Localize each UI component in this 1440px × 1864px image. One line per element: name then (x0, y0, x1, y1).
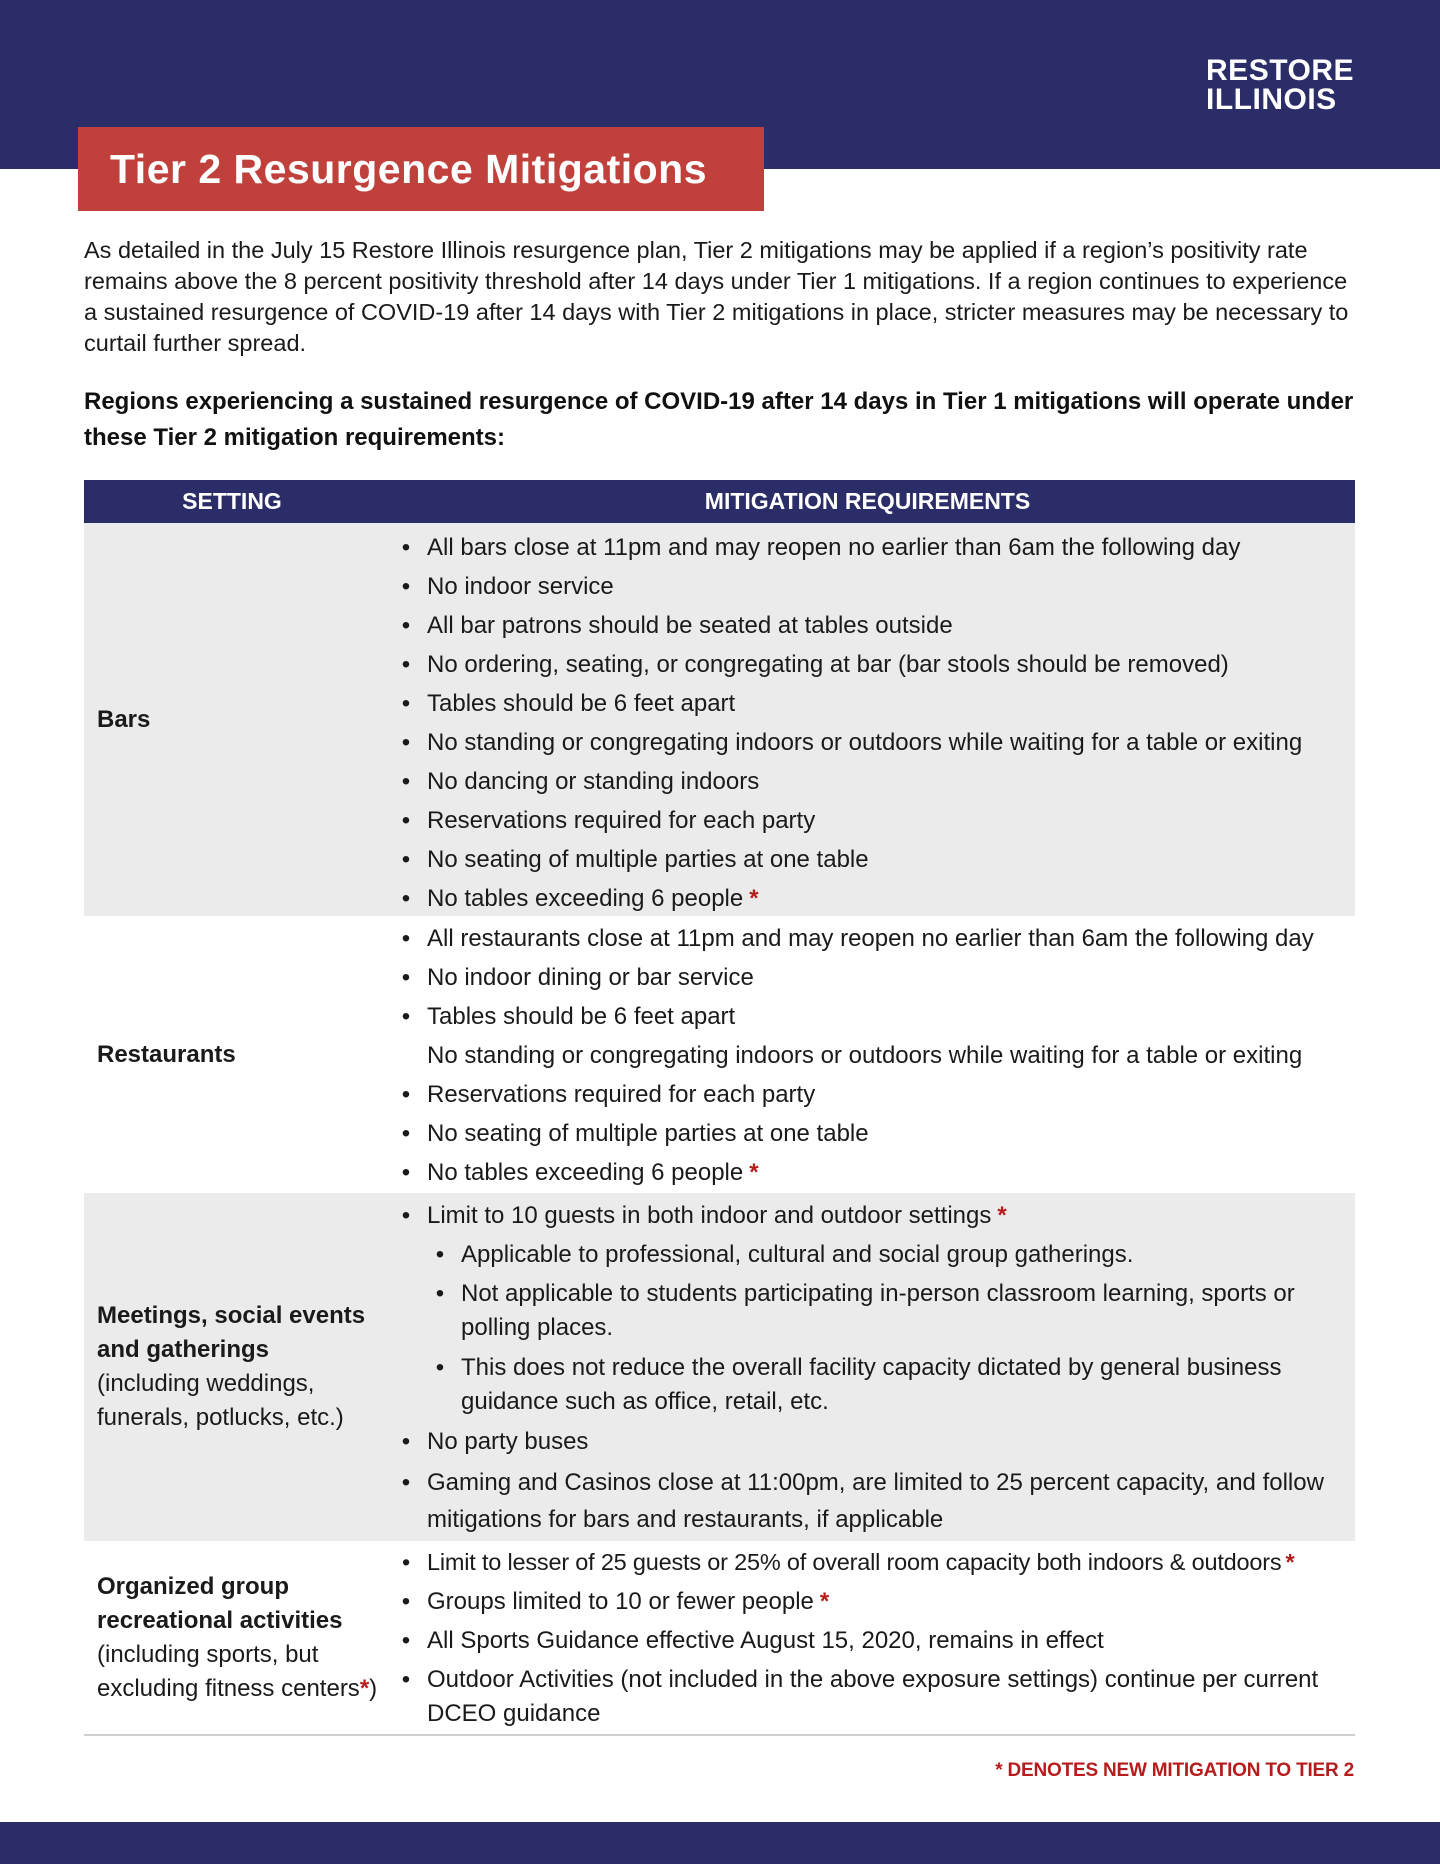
bullet-icon: • (401, 1081, 411, 1108)
sub-list-item (396, 1348, 1355, 1422)
footnote: * DENOTES NEW MITIGATION TO TIER 2 (995, 1760, 1354, 1781)
item-text: Reservations required for each party (427, 807, 816, 834)
setting-cell (84, 916, 396, 1193)
item-text: Groups limited to 10 or fewer people (427, 1588, 814, 1615)
item-text: No indoor dining or bar service (427, 964, 754, 991)
item-text: No standing or congregating indoors or outdoors while waiting for a table or exiting (427, 1042, 1303, 1069)
list-item (396, 723, 1355, 762)
bullet-icon: • (401, 1428, 411, 1455)
setting-note-close: ) (369, 1674, 378, 1702)
bullet-icon: • (435, 1241, 445, 1268)
list-item (396, 1422, 1355, 1461)
list-item (396, 1582, 1355, 1621)
footer-band (0, 1822, 1440, 1864)
bullet-icon: • (401, 885, 411, 912)
bullet-icon: • (401, 964, 411, 991)
intro-paragraph: As detailed in the July 15 Restore Illinois resurgence plan, Tier 2 mitigations may be applied if a region’s positivity rate remains above the 8 percent positivity threshold after 14 days under Tier 1 mitigations. If a region continues to experience a sustained resurgence of COVID-19 after 14 days with Tier 2 mitigations in place, stricter measures may be necessary to curtail further spread. (84, 237, 1349, 356)
item-text: No seating of multiple parties at one table (427, 846, 869, 873)
setting-cell (84, 1541, 396, 1734)
bullet-icon: • (401, 925, 411, 952)
list-item (396, 840, 1355, 879)
list-item (396, 919, 1355, 958)
list-item (396, 1543, 1355, 1582)
table-row-restaurants (84, 916, 1355, 1193)
sub-list-item (396, 1274, 1355, 1348)
item-text: All bars close at 11pm and may reopen no earlier than 6am the following day (427, 534, 1241, 561)
table-row-meetings (84, 1193, 1355, 1541)
sub-list-item (396, 1235, 1355, 1274)
item-text: No tables exceeding 6 people (427, 885, 744, 912)
new-mitigation-asterisk: * (819, 1588, 830, 1615)
requirements-cell (396, 916, 1355, 1193)
table-header (84, 480, 1355, 523)
bullet-icon: • (401, 1469, 411, 1496)
table-row-recreation (84, 1541, 1355, 1734)
item-text: Gaming and Casinos close at 11:00pm, are limited to 25 percent capacity, and follow mitigations for bars and restaurants, if applicable (427, 1469, 1324, 1533)
list-item (396, 645, 1355, 684)
item-text: No dancing or standing indoors (427, 768, 760, 795)
list-item (396, 567, 1355, 606)
item-text: No seating of multiple parties at one table (427, 1120, 869, 1147)
item-text: Applicable to professional, cultural and social group gatherings. (461, 1241, 1134, 1268)
new-mitigation-asterisk: * (749, 1159, 759, 1186)
setting-note (97, 1638, 386, 1706)
bullet-icon: • (401, 1202, 411, 1229)
item-text: Outdoor Activities (not included in the above exposure settings) continue per current DCEO guidance (427, 1666, 1319, 1727)
list-item (396, 1660, 1355, 1734)
bullet-icon: • (401, 690, 411, 717)
item-text: No party buses (427, 1428, 589, 1455)
bullet-icon: • (401, 1003, 411, 1030)
restore-illinois-logo (1206, 56, 1354, 114)
new-mitigation-asterisk: * (749, 885, 759, 912)
header-setting: SETTING (182, 488, 282, 514)
bullet-icon: • (401, 846, 411, 873)
list-item (396, 606, 1355, 645)
bullet-icon: • (401, 1588, 411, 1615)
setting-note-text: (including sports, but excluding fitness centers (97, 1640, 360, 1702)
mitigation-table (84, 480, 1355, 1736)
list-item (396, 1153, 1355, 1192)
list-item (396, 997, 1355, 1036)
list-item (396, 958, 1355, 997)
bullet-icon: • (401, 651, 411, 678)
lead-paragraph: Regions experiencing a sustained resurgence of COVID-19 after 14 days in Tier 1 mitigations will operate under these Tier 2 mitigation requirements: (84, 388, 1354, 451)
bullet-icon: • (401, 573, 411, 600)
logo-line-2: ILLINOIS (1206, 83, 1337, 116)
setting-label: Meetings, social events and gatherings (97, 1302, 366, 1363)
item-text: This does not reduce the overall facility capacity dictated by general business guidance such as office, retail, etc. (461, 1354, 1282, 1415)
requirements-cell (396, 523, 1355, 916)
requirements-cell (396, 1541, 1355, 1734)
bullet-icon: • (401, 612, 411, 639)
bullet-icon: • (401, 1627, 411, 1654)
item-text: No indoor service (427, 573, 614, 600)
bullet-icon: • (401, 768, 411, 795)
list-item (396, 1621, 1355, 1660)
item-text: All bar patrons should be seated at tables outside (427, 612, 953, 639)
list-item (396, 1196, 1355, 1235)
list-item (396, 684, 1355, 723)
list-item (396, 1114, 1355, 1153)
list-item (396, 762, 1355, 801)
setting-note: (including weddings, funerals, potlucks, etc.) (97, 1370, 344, 1431)
bullet-icon: • (435, 1354, 445, 1381)
requirements-cell (396, 1193, 1355, 1541)
item-text: No standing or congregating indoors or outdoors while waiting for a table or exiting (427, 729, 1303, 756)
table-bottom-rule (84, 1734, 1355, 1736)
bullet-icon: • (401, 1549, 411, 1575)
item-text: Reservations required for each party (427, 1081, 816, 1108)
list-item (396, 1075, 1355, 1114)
setting-label: Organized group recreational activities (97, 1572, 343, 1634)
list-item (396, 1036, 1355, 1075)
list-item (396, 801, 1355, 840)
item-text: Tables should be 6 feet apart (427, 1003, 736, 1030)
bullet-icon: • (401, 1666, 411, 1693)
item-text: All Sports Guidance effective August 15, 2020, remains in effect (427, 1627, 1104, 1654)
bullet-icon: • (401, 1120, 411, 1147)
item-text: All restaurants close at 11pm and may reopen no earlier than 6am the following day (427, 925, 1314, 952)
list-item (396, 528, 1355, 567)
bullet-icon: • (401, 534, 411, 561)
setting-label: Bars (97, 705, 151, 733)
logo-line-1: RESTORE (1206, 54, 1354, 87)
bullet-icon: • (401, 807, 411, 834)
setting-cell (84, 1193, 396, 1541)
item-text: No ordering, seating, or congregating at bar (bar stools should be removed) (427, 651, 1229, 678)
list-item (396, 1461, 1355, 1541)
setting-label: Restaurants (97, 1040, 236, 1068)
bullet-icon: • (435, 1280, 445, 1307)
page-title: Tier 2 Resurgence Mitigations (110, 145, 708, 192)
item-text: Limit to 10 guests in both indoor and outdoor settings (427, 1202, 992, 1229)
item-text: Tables should be 6 feet apart (427, 690, 736, 717)
title-banner (78, 127, 764, 211)
setting-cell (84, 523, 396, 916)
table-row-bars (84, 523, 1355, 916)
item-text: Not applicable to students participating in-person classroom learning, sports or polling places. (461, 1280, 1295, 1341)
header-requirements: MITIGATION REQUIREMENTS (704, 488, 1031, 514)
bullet-icon: • (401, 1159, 411, 1186)
new-mitigation-asterisk: * (1285, 1549, 1295, 1575)
list-item (396, 879, 1355, 918)
item-text: No tables exceeding 6 people (427, 1159, 744, 1186)
new-mitigation-asterisk: * (997, 1202, 1007, 1229)
bullet-icon: • (401, 729, 411, 756)
item-text: Limit to lesser of 25 guests or 25% of overall room capacity both indoors & outdoors (427, 1549, 1282, 1575)
new-mitigation-asterisk: * (359, 1674, 370, 1702)
